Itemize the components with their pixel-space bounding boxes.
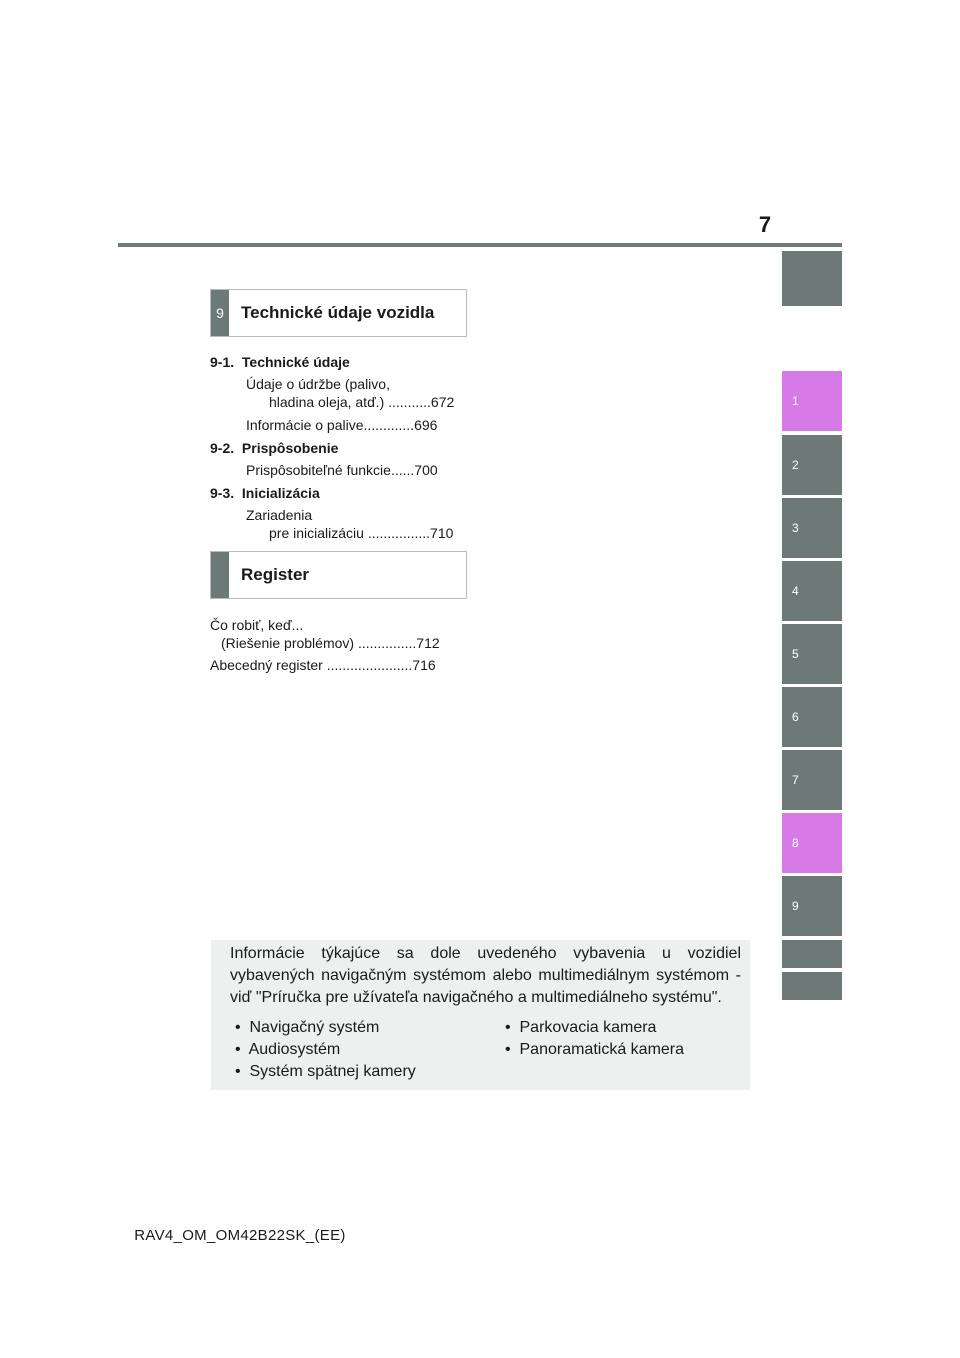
info-text: Informácie týkajúce sa dole uvedeného vybavenia u vozidiel vybavených navigačným systémom alebo multimediálnym systémom - viď "Príručka pre užívateľa navigačného a multimediálneho systému". [230,945,741,1006]
bullet-text: Navigačný systém [249,1019,380,1036]
toc-entry[interactable]: Zariadenia [246,507,313,523]
info-box [211,940,750,1090]
toc-subsection-9-1[interactable]: 9-1. Technické údaje [210,354,350,370]
section-header-register [210,551,467,599]
toc-entry[interactable]: Čo robiť, keď... [210,617,304,633]
bullet-text: Panoramatická kamera [519,1041,685,1058]
tab-label: 9 [792,899,799,913]
bullet-text: Systém spätnej kamery [249,1063,416,1080]
tab-chapter-8[interactable] [782,813,842,873]
footer-doc-id: RAV4_OM_OM42B22SK_(EE) [134,1227,346,1244]
toc-subsection-9-2[interactable]: 9-2. Prispôsobenie [210,440,339,456]
tab-label: 4 [792,584,799,598]
tab-label: 2 [792,458,799,472]
bullet-text: Audiosystém [248,1041,341,1058]
toc-subsection-9-3[interactable]: 9-3. Inicializácia [210,485,320,501]
tab-label: 8 [792,836,799,850]
tab-blank-a[interactable] [782,940,842,968]
section-title: Technické údaje vozidla [241,303,435,322]
bullet-item: • Panoramatická kamera [505,1041,685,1058]
bullet-text: Parkovacia kamera [519,1019,657,1036]
tab-chapter-3[interactable] [782,498,842,558]
tab-label: 6 [792,710,799,724]
section-marker [211,552,229,598]
section-header-9 [210,289,467,337]
toc-entry[interactable]: (Riešenie problémov) ...............712 [221,635,440,651]
tab-blank-b[interactable] [782,972,842,1000]
tab-blank-top[interactable] [782,251,842,306]
bullet-item: • Audiosystém [235,1041,341,1058]
toc-entry[interactable]: pre inicializáciu ................710 [269,525,454,541]
toc-entry[interactable]: Údaje o údržbe (palivo, [246,376,390,392]
toc-entry[interactable]: Prispôsobiteľné funkcie......700 [246,462,438,478]
bullet-item: • Parkovacia kamera [505,1019,657,1036]
tab-label: 1 [792,394,799,408]
section-marker: 9 [211,290,229,336]
toc-entry[interactable]: hladina oleja, atď.) ...........672 [269,394,455,410]
tab-chapter-6[interactable] [782,687,842,747]
tab-chapter-1[interactable] [782,371,842,431]
section-title: Register [241,565,310,584]
tab-chapter-9[interactable] [782,876,842,936]
tab-chapter-5[interactable] [782,624,842,684]
bullet-item: • Navigačný systém [235,1019,380,1036]
toc-entry[interactable]: Abecedný register ......................716 [210,657,436,673]
bullet-item: • Systém spätnej kamery [235,1063,416,1080]
header-rule [118,243,842,247]
tab-chapter-7[interactable] [782,750,842,810]
page-number: 7 [758,212,772,237]
tab-label: 3 [792,521,799,535]
tab-chapter-4[interactable] [782,561,842,621]
toc-entry[interactable]: Informácie o palive.............696 [246,417,438,433]
tab-chapter-2[interactable] [782,435,842,495]
tab-label: 7 [792,773,799,787]
tab-label: 5 [792,647,799,661]
